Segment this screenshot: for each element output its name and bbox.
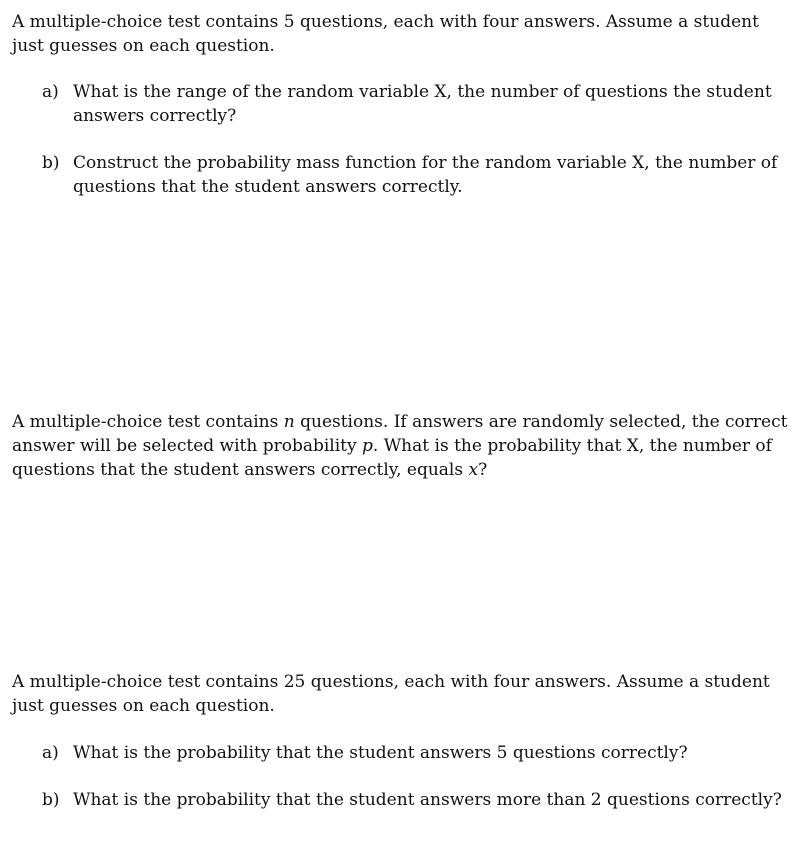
problem-2: [12, 410, 792, 482]
variable-p: p: [362, 436, 373, 456]
part-text: What is the probability that the student answers 5 questions correctly?: [73, 743, 688, 763]
problem-3-part-b: [42, 788, 782, 812]
part-text: Construct the probability mass function for the random variable X, the number of questions that the student answers correctly.: [73, 153, 778, 197]
variable-x: x: [468, 460, 479, 480]
problem-1-part-a: [42, 80, 782, 128]
problem-1-intro: A multiple-choice test contains 5 questions, each with four answers. Assume a student just guesses on each question.: [12, 12, 759, 56]
part-text: What is the range of the random variable X, the number of questions the student answers correctly?: [73, 82, 772, 126]
part-label: a): [42, 82, 59, 102]
problem-1: [12, 10, 792, 58]
part-label: b): [42, 790, 60, 810]
problem-3-intro: A multiple-choice test contains 25 questions, each with four answers. Assume a student just guesses on each question.: [12, 672, 770, 716]
problem-3-part-a: [42, 741, 782, 765]
problem-3: [12, 670, 792, 718]
problem-1-part-b: [42, 151, 782, 199]
variable-n: n: [283, 412, 295, 432]
part-text: What is the probability that the student answers more than 2 questions correctly?: [73, 790, 782, 810]
part-label: b): [42, 153, 60, 173]
problem-2-text: A multiple-choice test contains n questions. If answers are randomly selected, the correct answer will be selected with probability p. What is the probability that X, the number of questions that the student answers correctly, equals x?: [12, 412, 788, 480]
part-label: a): [42, 743, 59, 763]
